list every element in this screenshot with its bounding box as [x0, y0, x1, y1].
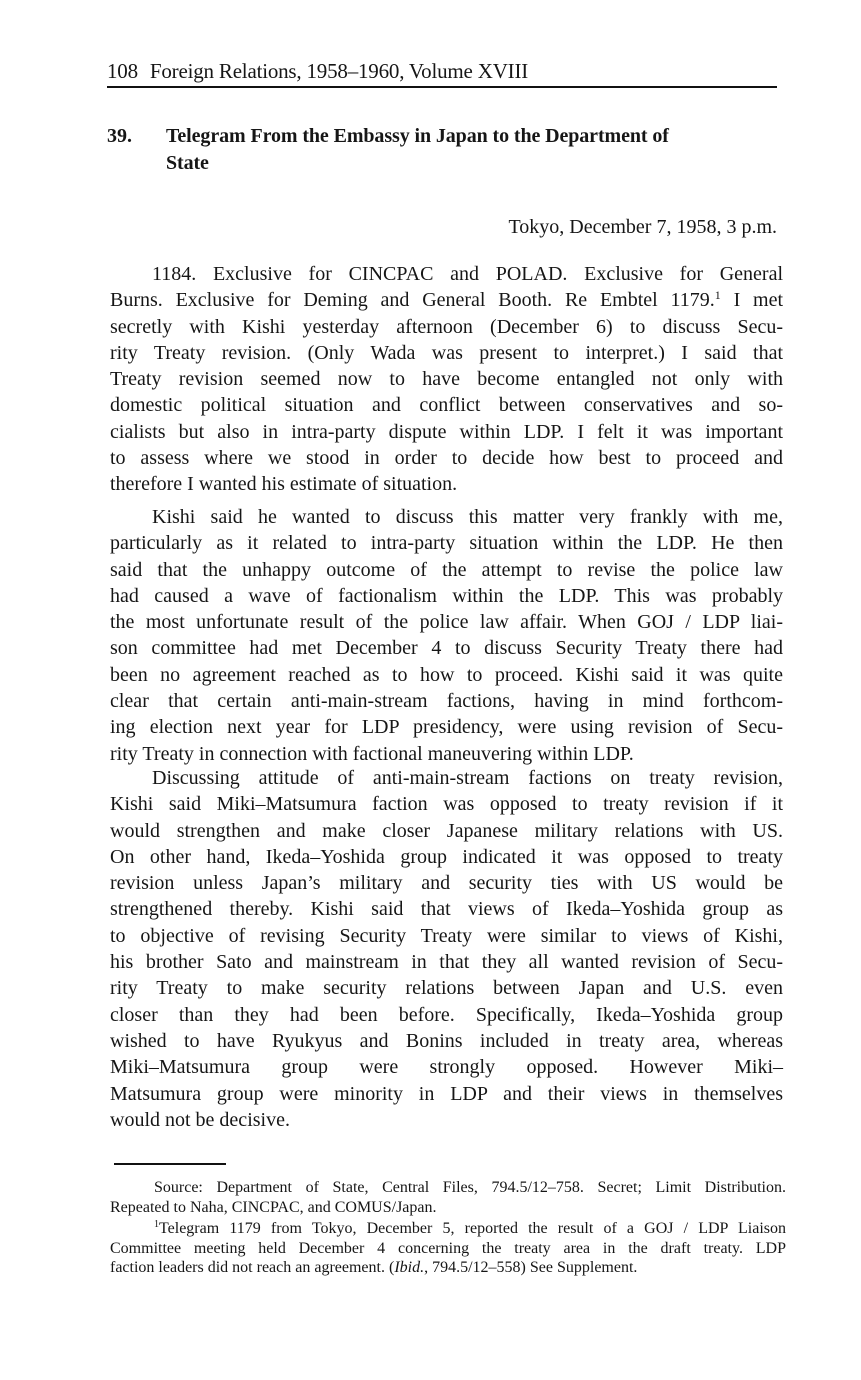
footnote-marker: 1: [154, 1219, 159, 1231]
text-line: rity Treaty in connection with factional maneuvering within LDP.: [110, 742, 634, 765]
text-line: domestic political situation and conflict between conservatives and so-: [110, 394, 783, 417]
volume-title: Foreign Relations, 1958–1960, Volume XVIII: [149, 59, 529, 83]
text-span: Burns. Exclusive for Deming and General Booth. Re Embtel 1179.: [110, 289, 715, 312]
text-line: cialists but also in intra-party dispute within LDP. I felt it was important: [110, 420, 783, 443]
text-line: closer than they had been before. Specifically, Ikeda–Yoshida group: [110, 1003, 783, 1026]
paragraph-3: [110, 765, 783, 1133]
text-line: particularly as it related to intra-party situation within the LDP. He then: [110, 532, 783, 555]
footnotes: [110, 1178, 786, 1278]
text-line: his brother Sato and mainstream in that they all wanted revision of Secu-: [110, 951, 783, 974]
text-line: had caused a wave of factionalism within the LDP. This was probably: [110, 584, 783, 607]
text-line: would not be decisive.: [110, 1108, 290, 1131]
text-line: wished to have Ryukyus and Bonins included in treaty area, whereas: [110, 1029, 783, 1052]
paragraph-2: [110, 504, 783, 767]
text-line: secretly with Kishi yesterday afternoon (December 6) to discuss Secu-: [110, 315, 783, 338]
text-line: to objective of revising Security Treaty were similar to views of Kishi,: [110, 924, 783, 947]
text-line: Miki–Matsumura group were strongly opposed. However Miki–: [110, 1056, 783, 1079]
footnote-1-line: Committee meeting held December 4 concerning the treaty area in the draft treaty. LDP: [110, 1239, 786, 1257]
text-span: faction leaders did not reach an agreement. (: [110, 1259, 395, 1277]
document-number: 39.: [107, 125, 132, 147]
page-number: 108: [107, 59, 138, 83]
text-line: rity Treaty to make security relations between Japan and U.S. even: [110, 977, 783, 1000]
document-title-line: State: [166, 152, 209, 174]
source-note-line: Repeated to Naha, CINCPAC, and COMUS/Japan.: [110, 1198, 437, 1216]
text-line: rity Treaty revision. (Only Wada was present to interpret.) I said that: [110, 341, 783, 364]
source-note-line: Source: Department of State, Central Files, 794.5/12–758. Secret; Limit Distribution.: [154, 1179, 786, 1196]
text-line: been no agreement reached as to how to proceed. Kishi said it was quite: [110, 663, 783, 686]
text-line: [110, 287, 783, 313]
text-line: ing election next year for LDP presidency, were using revision of Secu-: [110, 716, 783, 739]
text-line: would strengthen and make closer Japanese military relations with US.: [110, 819, 783, 842]
footnote-1-line: [110, 1258, 786, 1278]
text-line: therefore I wanted his estimate of situation.: [110, 473, 458, 496]
text-line: Discussing attitude of anti-main-stream factions on treaty revision,: [152, 767, 783, 789]
text-line: Matsumura group were minority in LDP and their views in themselves: [110, 1082, 783, 1105]
text-line: Treaty revision seemed now to have become entangled not only with: [110, 368, 783, 391]
text-span: , 794.5/12–558) See Supplement.: [424, 1259, 638, 1277]
text-line: strengthened thereby. Kishi said that views of Ikeda–Yoshida group as: [110, 898, 783, 921]
text-line: 1184. Exclusive for CINCPAC and POLAD. Exclusive for General: [152, 263, 783, 285]
text-line: clear that certain anti-main-stream factions, having in mind forthcom-: [110, 690, 783, 713]
text-line: said that the unhappy outcome of the attempt to revise the police law: [110, 558, 783, 581]
text-line: son committee had met December 4 to discuss Security Treaty there had: [110, 637, 783, 660]
text-line: Kishi said he wanted to discuss this matter very frankly with me,: [152, 506, 783, 528]
ibid-citation: Ibid.: [394, 1259, 425, 1277]
running-head: [107, 58, 777, 84]
footnote-1-line: [110, 1219, 786, 1239]
paragraph-1: [110, 261, 783, 498]
text-line: Kishi said Miki–Matsumura faction was opposed to treaty revision if it: [110, 793, 783, 816]
text-line: On other hand, Ikeda–Yoshida group indicated it was opposed to treaty: [110, 845, 783, 868]
footnote-ref[interactable]: 1: [714, 288, 721, 303]
document-title: [166, 123, 766, 177]
text-span: I met: [733, 289, 783, 312]
text-line: revision unless Japan’s military and security ties with US would be: [110, 872, 783, 895]
dateline: Tokyo, December 7, 1958, 3 p.m.: [508, 216, 777, 238]
header-rule: [107, 86, 777, 88]
text-span: Telegram 1179 from Tokyo, December 5, reported the result of a GOJ / LDP Liaison: [159, 1220, 786, 1238]
document-title-line: Telegram From the Embassy in Japan to the Department of: [166, 125, 669, 147]
text-line: the most unfortunate result of the police law affair. When GOJ / LDP liai-: [110, 611, 783, 634]
text-line: to assess where we stood in order to decide how best to proceed and: [110, 447, 783, 470]
footnote-rule: [114, 1163, 226, 1165]
